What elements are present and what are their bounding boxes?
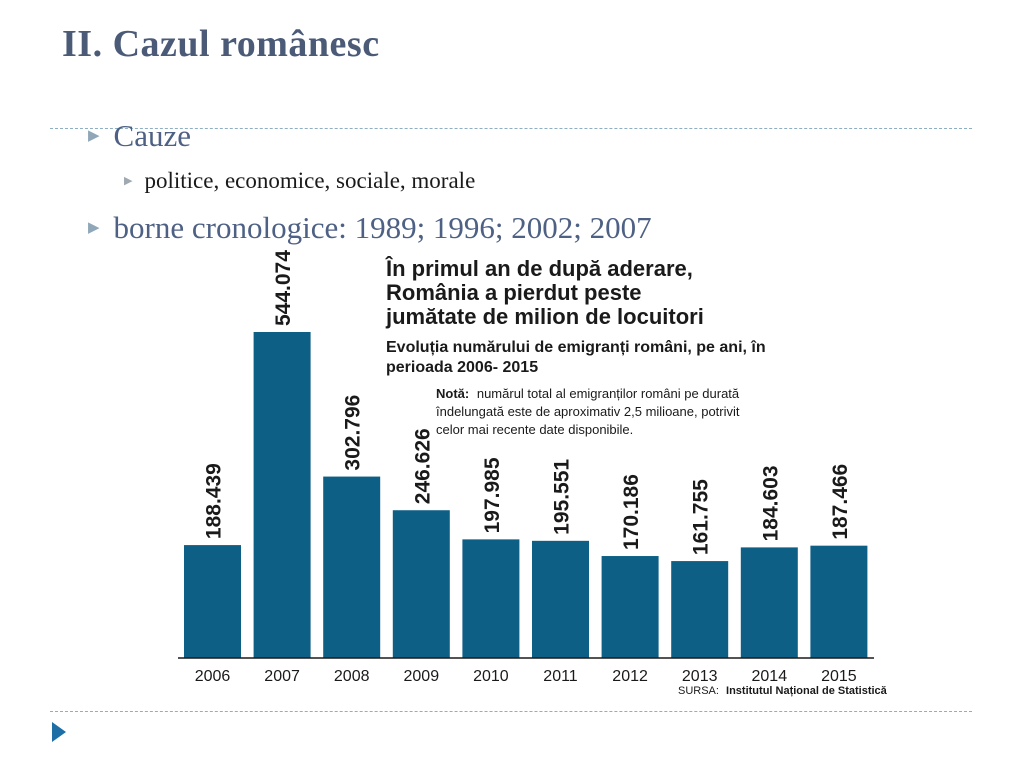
bar-value-label-2007: 544.074	[272, 250, 296, 326]
bar-value-label-2015: 187.466	[828, 463, 852, 540]
next-slide-icon[interactable]	[52, 722, 66, 742]
bar-2008	[323, 477, 380, 658]
bullet-arrow-icon: ▶	[88, 128, 100, 144]
bar-value-label-2012: 170.186	[620, 474, 644, 551]
chart-note-line3: celor mai recente date disponibile.	[436, 422, 634, 437]
bar-value-label-2008: 302.796	[341, 394, 365, 471]
bar-value-label-2009: 246.626	[411, 428, 435, 505]
chart-note-label: Notă:	[436, 386, 470, 401]
x-tick-label-2009: 2009	[403, 668, 440, 685]
slide-title: II. Cazul românesc	[62, 23, 380, 65]
x-tick-labels	[195, 668, 857, 685]
chart-source	[678, 685, 888, 697]
x-tick-label-2011: 2011	[543, 668, 578, 685]
bullet-label: politice, economice, sociale, morale	[144, 168, 476, 193]
bullet-arrow-icon: ▶	[124, 175, 133, 187]
chart-subtitle-line2: perioada 2006- 2015	[386, 359, 539, 376]
bar-2010	[462, 539, 519, 658]
bullet-label: borne cronologice: 1989; 1996; 2002; 2007	[113, 210, 652, 245]
bar-2007	[254, 332, 311, 658]
bottom-divider	[50, 711, 972, 712]
chart-subtitle-line1: Evoluția numărului de emigranți români, pe ani, în	[386, 339, 766, 356]
chart-headline-line2: România a pierdut peste	[386, 280, 642, 305]
x-tick-label-2014: 2014	[751, 668, 788, 685]
bar-2013	[671, 561, 728, 658]
bar-2014	[741, 547, 798, 658]
chart-note-line1	[436, 386, 740, 401]
x-tick-label-2015: 2015	[821, 668, 857, 685]
bar-2009	[393, 510, 450, 658]
chart-source-text: Institutul Național de Statistică	[726, 685, 887, 697]
bar-value-label-2014: 184.603	[759, 465, 783, 542]
x-tick-label-2013: 2013	[681, 668, 718, 685]
bullet-arrow-icon: ▶	[88, 220, 100, 236]
chart-headline-line1: În primul an de după aderare,	[386, 256, 693, 281]
bar-value-label-2011: 195.551	[550, 458, 574, 535]
bar-value-label-2006: 188.439	[202, 463, 226, 540]
bar-value-label-2010: 197.985	[480, 457, 504, 534]
x-tick-label-2010: 2010	[473, 668, 509, 685]
x-tick-label-2008: 2008	[333, 668, 370, 685]
x-tick-label-2006: 2006	[194, 668, 231, 685]
bar-2006	[184, 545, 241, 658]
chart-source-label: SURSA:	[678, 685, 719, 697]
bar-2015	[810, 546, 867, 658]
chart-note-text: numărul total al emigranților români pe durată	[476, 386, 740, 401]
x-tick-label-2007: 2007	[264, 668, 300, 685]
chart-note-line2: îndelungată este de aproximativ 2,5 milioane, potrivit	[436, 404, 740, 419]
x-tick-label-2012: 2012	[612, 668, 648, 685]
bar-2012	[602, 556, 659, 658]
chart-headline-line3: jumătate de milion de locuitori	[386, 304, 704, 329]
bar-2011	[532, 541, 589, 658]
bar-value-label-2013: 161.755	[689, 479, 713, 556]
bullet-label: Cauze	[113, 118, 192, 153]
